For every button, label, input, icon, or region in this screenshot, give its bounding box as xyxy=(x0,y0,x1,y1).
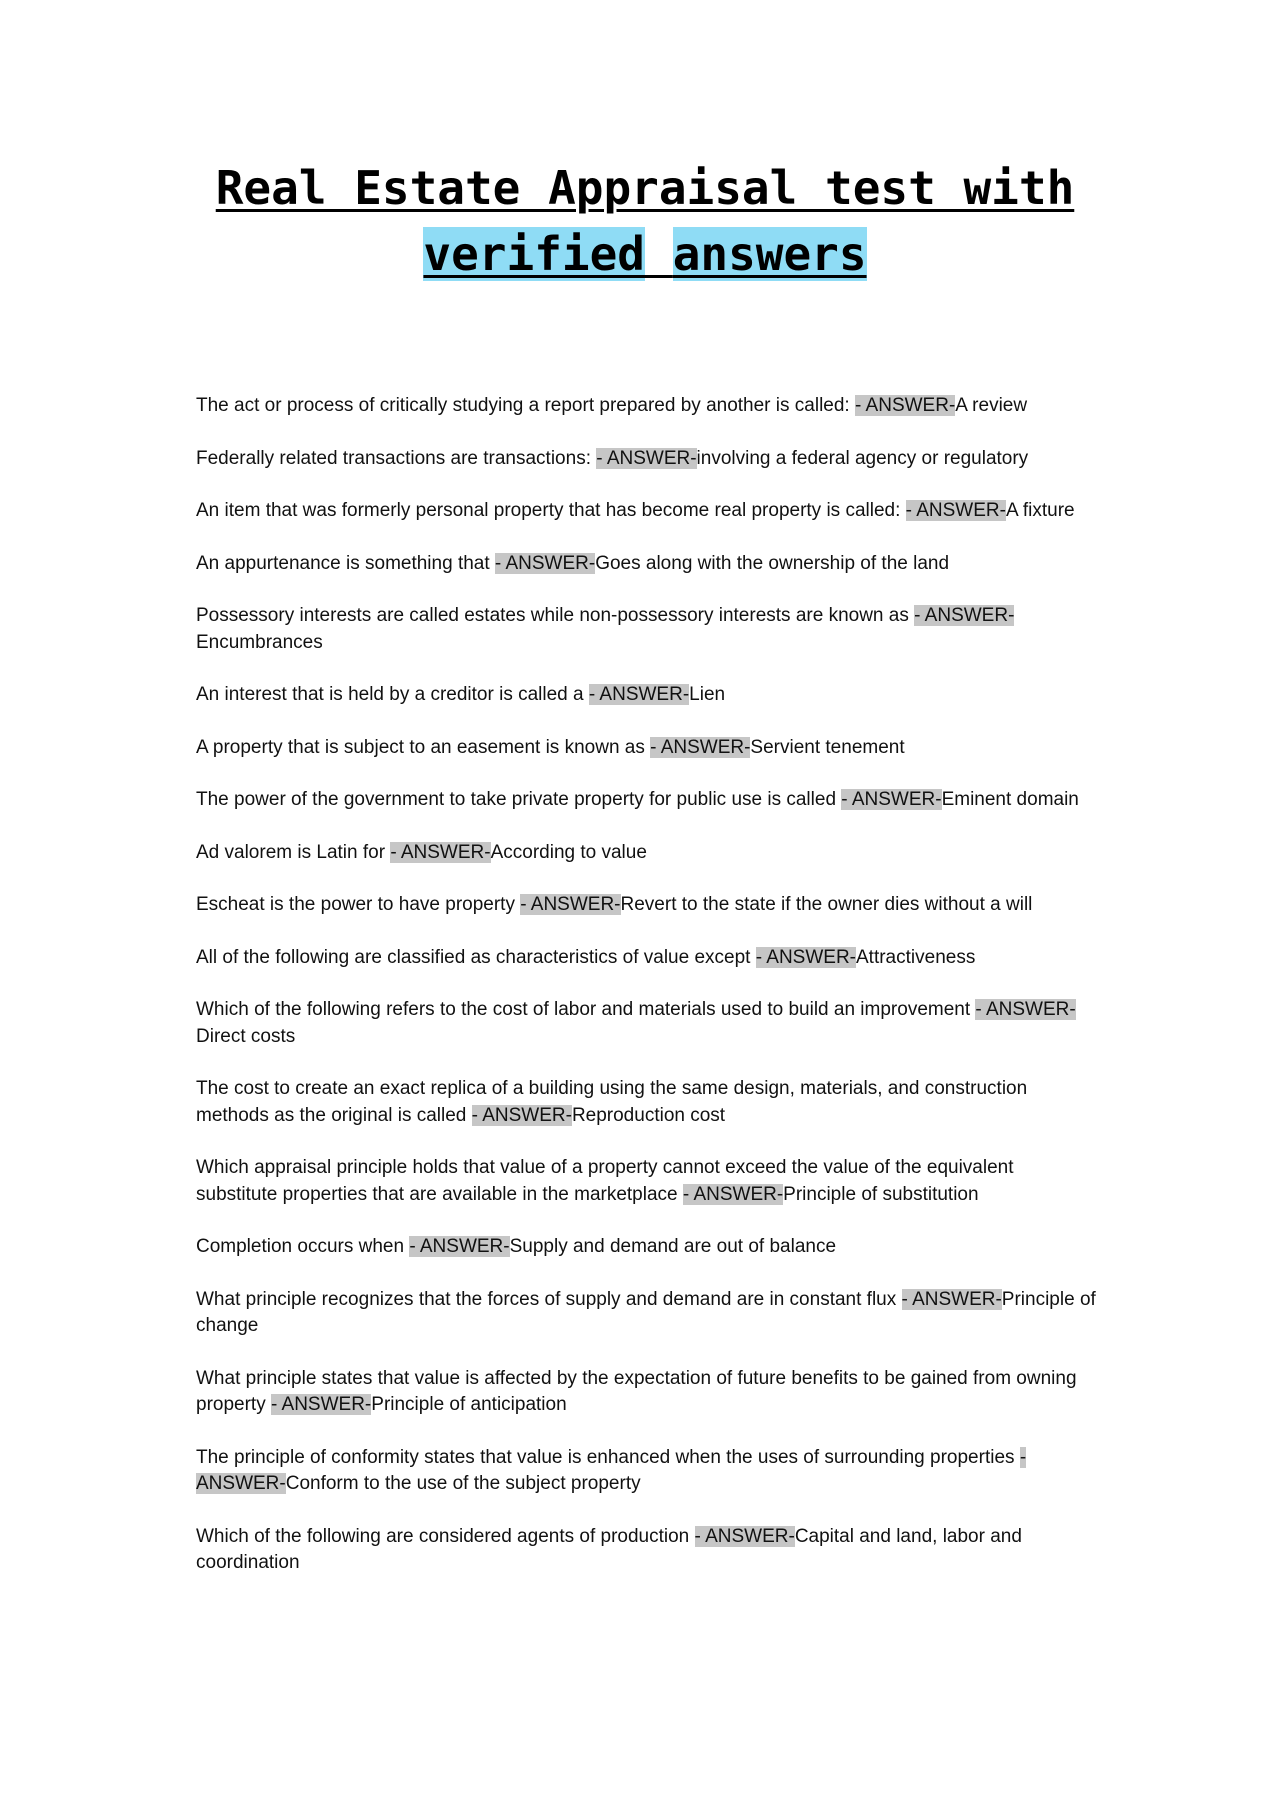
answer-text: Capital and land, labor and coordination xyxy=(196,1525,1022,1573)
answer-text: According to value xyxy=(490,841,647,863)
answer-marker: - ANSWER- xyxy=(905,500,1006,521)
answer-text: Lien xyxy=(689,684,726,705)
question-text: Completion occurs when xyxy=(196,1236,410,1257)
answer-marker: - ANSWER- xyxy=(682,1183,784,1205)
question-text: An item that was formerly personal property that has become real property is called: xyxy=(196,500,906,521)
qa-item xyxy=(196,393,1096,420)
answer-marker: - ANSWER- xyxy=(409,1236,510,1257)
question-text: Escheat is the power to have property xyxy=(196,894,521,915)
answer-text: Supply and demand are out of balance xyxy=(509,1236,837,1257)
answer-text: Principle of change xyxy=(196,1288,1096,1336)
qa-item xyxy=(196,1445,1096,1498)
qa-item xyxy=(196,1155,1096,1208)
question-text: The principle of conformity states that value is enhanced when the uses of surrounding properties xyxy=(196,1446,1020,1468)
answer-text: Goes along with the ownership of the land xyxy=(595,552,950,574)
title-word-verified: verified xyxy=(423,227,645,281)
answer-text: A fixture xyxy=(1005,500,1075,521)
qa-item xyxy=(196,1524,1096,1577)
answer-marker: - ANSWER- xyxy=(901,1288,1002,1310)
answer-text: Eminent domain xyxy=(941,789,1079,810)
answer-marker: - ANSWER- xyxy=(494,552,596,574)
answer-marker: - ANSWER- xyxy=(694,1525,795,1547)
title-line-1: Real Estate Appraisal test with xyxy=(215,161,1075,215)
answer-marker: - ANSWER- xyxy=(755,946,856,968)
answer-text: Servient tenement xyxy=(750,736,905,758)
question-text: An interest that is held by a creditor is called a xyxy=(196,684,589,705)
answer-marker: - ANSWER- xyxy=(841,789,942,810)
question-text: Which appraisal principle holds that value of a property cannot exceed the value of the equivalent substitute properties that are available in the marketplace xyxy=(196,1157,1014,1205)
answer-marker: - ANSWER- xyxy=(855,395,956,416)
answer-text: Reproduction cost xyxy=(571,1104,726,1126)
answer-text: Revert to the state if the owner dies without a will xyxy=(620,894,1033,915)
answer-text: Principle of anticipation xyxy=(371,1394,567,1415)
answer-marker: - ANSWER- xyxy=(596,447,697,469)
qa-item xyxy=(196,735,1096,762)
qa-list xyxy=(196,393,1096,1603)
question-text: The act or process of critically studying a report prepared by another is called: xyxy=(196,395,855,416)
answer-marker: - ANSWER- xyxy=(650,736,751,758)
answer-marker: - ANSWER- xyxy=(975,999,1076,1020)
question-text: What principle recognizes that the forces of supply and demand are in constant flux xyxy=(196,1288,902,1310)
answer-marker: - ANSWER- xyxy=(270,1394,372,1415)
question-text: The power of the government to take private property for public use is called xyxy=(196,789,842,810)
qa-item xyxy=(196,603,1096,656)
answer-text: involving a federal agency or regulatory xyxy=(696,447,1029,469)
answer-text: Direct costs xyxy=(196,1025,296,1047)
question-text: All of the following are classified as characteristics of value except xyxy=(196,946,756,968)
question-text: Which of the following refers to the cost of labor and materials used to build an improvement xyxy=(196,999,976,1020)
answer-text: Principle of substitution xyxy=(783,1183,979,1205)
qa-item xyxy=(196,1287,1096,1340)
answer-marker: - ANSWER- xyxy=(914,605,1015,626)
qa-item xyxy=(196,840,1096,867)
question-text: Ad valorem is Latin for xyxy=(196,841,391,863)
question-text: Federally related transactions are transactions: xyxy=(196,447,597,469)
qa-item xyxy=(196,1234,1096,1261)
answer-marker: - ANSWER- xyxy=(196,1446,1027,1494)
answer-text: Conform to the use of the subject property xyxy=(285,1473,641,1494)
question-text: A property that is subject to an easement is known as xyxy=(196,736,651,758)
question-text: The cost to create an exact replica of a building using the same design, materials, and construction methods as the original is called xyxy=(196,1078,1028,1126)
answer-marker: - ANSWER- xyxy=(390,841,491,863)
document-title xyxy=(195,155,1095,287)
question-text: Possessory interests are called estates while non-possessory interests are known as xyxy=(196,605,915,626)
title-word-answers: answers xyxy=(672,227,867,281)
answer-text: A review xyxy=(955,395,1028,416)
qa-item xyxy=(196,997,1096,1050)
qa-item xyxy=(196,446,1096,473)
question-text: What principle states that value is affected by the expectation of future benefits to be gained from owning property xyxy=(196,1367,1077,1415)
qa-item xyxy=(196,498,1096,525)
answer-marker: - ANSWER- xyxy=(471,1104,572,1126)
qa-item xyxy=(196,1366,1096,1419)
answer-text: Attractiveness xyxy=(856,946,976,968)
answer-marker: - ANSWER- xyxy=(588,684,690,705)
question-text: Which of the following are considered agents of production xyxy=(196,1525,695,1547)
qa-item xyxy=(196,682,1096,709)
answer-text: Encumbrances xyxy=(196,631,323,653)
qa-item xyxy=(196,945,1096,972)
qa-item xyxy=(196,892,1096,919)
question-text: An appurtenance is something that xyxy=(196,552,495,574)
qa-item xyxy=(196,551,1096,578)
qa-item xyxy=(196,787,1096,814)
answer-marker: - ANSWER- xyxy=(520,894,621,915)
qa-item xyxy=(196,1076,1096,1129)
